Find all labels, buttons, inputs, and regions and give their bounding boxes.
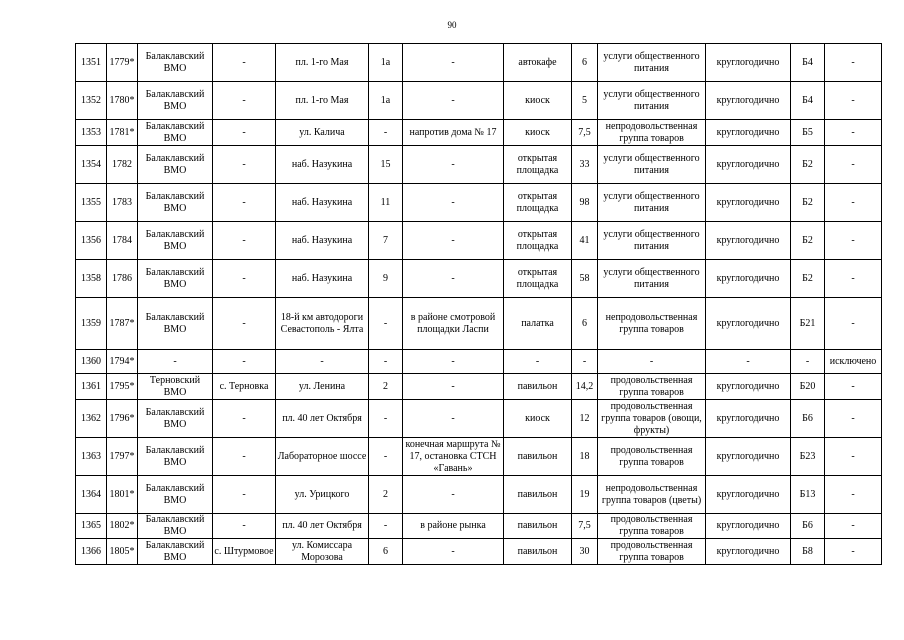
cell-object-number: 1784 (107, 222, 138, 260)
cell-settlement: - (213, 438, 276, 476)
cell-area: 58 (572, 260, 598, 298)
page-number: 90 (447, 20, 457, 30)
cell-district: Балаклавский ВМО (138, 82, 213, 120)
cell-district: Балаклавский ВМО (138, 514, 213, 539)
cell-object-number: 1805* (107, 539, 138, 565)
cell-area: 7,5 (572, 514, 598, 539)
table-row (76, 298, 882, 350)
cell-area: 19 (572, 476, 598, 514)
cell-specialization: продовольственная группа товаров (598, 514, 706, 539)
cell-street: наб. Назукина (276, 184, 369, 222)
cell-house-number: 15 (369, 146, 403, 184)
table-row (76, 260, 882, 298)
cell-street: ул. Калича (276, 120, 369, 146)
cell-object-type: киоск (504, 120, 572, 146)
cell-settlement: - (213, 260, 276, 298)
cell-operating-period: круглогодично (706, 298, 791, 350)
cell-object-type: киоск (504, 82, 572, 120)
cell-specialization: непродовольственная группа товаров (598, 298, 706, 350)
cell-note: - (825, 184, 882, 222)
cell-operating-period: круглогодично (706, 120, 791, 146)
cell-street: наб. Назукина (276, 260, 369, 298)
cell-operating-period: круглогодично (706, 222, 791, 260)
cell-object-type: - (504, 350, 572, 374)
cell-area: 30 (572, 539, 598, 565)
cell-row-number: 1352 (76, 82, 107, 120)
cell-object-type: павильон (504, 374, 572, 400)
cell-note: - (825, 120, 882, 146)
cell-specialization: услуги общественного питания (598, 146, 706, 184)
cell-landmark: - (403, 146, 504, 184)
cell-district: Балаклавский ВМО (138, 260, 213, 298)
cell-row-number: 1362 (76, 400, 107, 438)
cell-street: пл. 40 лет Октября (276, 514, 369, 539)
cell-row-number: 1365 (76, 514, 107, 539)
cell-settlement: - (213, 146, 276, 184)
cell-row-number: 1359 (76, 298, 107, 350)
cell-specialization: продовольственная группа товаров (598, 374, 706, 400)
cell-specialization: услуги общественного питания (598, 260, 706, 298)
cell-object-type: павильон (504, 476, 572, 514)
cell-object-type: открытая площадка (504, 222, 572, 260)
cell-specialization: продовольственная группа товаров (598, 539, 706, 565)
cell-settlement: - (213, 82, 276, 120)
cell-object-type: открытая площадка (504, 146, 572, 184)
cell-house-number: 2 (369, 374, 403, 400)
cell-street: пл. 40 лет Октября (276, 400, 369, 438)
cell-object-number: 1782 (107, 146, 138, 184)
cell-landmark: - (403, 476, 504, 514)
cell-settlement: - (213, 476, 276, 514)
cell-object-type: палатка (504, 298, 572, 350)
cell-area: 5 (572, 82, 598, 120)
cell-specialization: услуги общественного питания (598, 82, 706, 120)
cell-landmark: - (403, 539, 504, 565)
cell-scheme-reference: Б2 (791, 222, 825, 260)
cell-street: ул. Комиссара Морозова (276, 539, 369, 565)
cell-settlement: - (213, 222, 276, 260)
cell-object-number: 1796* (107, 400, 138, 438)
cell-area: 18 (572, 438, 598, 476)
cell-object-type: открытая площадка (504, 184, 572, 222)
cell-object-type: павильон (504, 438, 572, 476)
cell-area: 6 (572, 44, 598, 82)
cell-operating-period: круглогодично (706, 438, 791, 476)
cell-house-number: 6 (369, 539, 403, 565)
table-row (76, 400, 882, 438)
cell-area: - (572, 350, 598, 374)
cell-operating-period: круглогодично (706, 44, 791, 82)
cell-district: Балаклавский ВМО (138, 298, 213, 350)
cell-operating-period: круглогодично (706, 146, 791, 184)
cell-operating-period: круглогодично (706, 400, 791, 438)
cell-scheme-reference: Б8 (791, 539, 825, 565)
cell-settlement: - (213, 44, 276, 82)
cell-house-number: 1а (369, 82, 403, 120)
cell-object-number: 1794* (107, 350, 138, 374)
cell-note: - (825, 539, 882, 565)
cell-row-number: 1364 (76, 476, 107, 514)
cell-landmark: - (403, 44, 504, 82)
cell-scheme-reference: Б6 (791, 400, 825, 438)
cell-district: Балаклавский ВМО (138, 400, 213, 438)
cell-district: Терновский ВМО (138, 374, 213, 400)
cell-note: - (825, 82, 882, 120)
cell-street: пл. 1-го Мая (276, 82, 369, 120)
cell-district: - (138, 350, 213, 374)
cell-landmark: в районе рынка (403, 514, 504, 539)
cell-object-type: киоск (504, 400, 572, 438)
cell-landmark: - (403, 184, 504, 222)
cell-object-type: павильон (504, 539, 572, 565)
cell-district: Балаклавский ВМО (138, 476, 213, 514)
cell-operating-period: круглогодично (706, 184, 791, 222)
cell-settlement: - (213, 184, 276, 222)
cell-row-number: 1351 (76, 44, 107, 82)
cell-specialization: - (598, 350, 706, 374)
cell-object-number: 1783 (107, 184, 138, 222)
cell-scheme-reference: - (791, 350, 825, 374)
cell-operating-period: - (706, 350, 791, 374)
cell-specialization: услуги общественного питания (598, 222, 706, 260)
cell-landmark: - (403, 260, 504, 298)
cell-row-number: 1363 (76, 438, 107, 476)
cell-scheme-reference: Б2 (791, 260, 825, 298)
cell-note: - (825, 514, 882, 539)
cell-specialization: непродовольственная группа товаров (598, 120, 706, 146)
cell-street: 18-й км автодороги Севастополь - Ялта (276, 298, 369, 350)
cell-scheme-reference: Б6 (791, 514, 825, 539)
table-row (76, 82, 882, 120)
table-row (76, 438, 882, 476)
cell-landmark: - (403, 400, 504, 438)
cell-operating-period: круглогодично (706, 374, 791, 400)
cell-specialization: услуги общественного питания (598, 44, 706, 82)
cell-note: исключено (825, 350, 882, 374)
cell-scheme-reference: Б20 (791, 374, 825, 400)
cell-street: ул. Ленина (276, 374, 369, 400)
cell-scheme-reference: Б21 (791, 298, 825, 350)
cell-object-number: 1787* (107, 298, 138, 350)
cell-operating-period: круглогодично (706, 82, 791, 120)
table-row (76, 514, 882, 539)
cell-house-number: - (369, 438, 403, 476)
cell-landmark: напротив дома № 17 (403, 120, 504, 146)
table-row (76, 350, 882, 374)
cell-settlement: - (213, 298, 276, 350)
cell-area: 98 (572, 184, 598, 222)
table-row (76, 146, 882, 184)
cell-note: - (825, 476, 882, 514)
cell-specialization: продовольственная группа товаров (овощи, фрукты) (598, 400, 706, 438)
cell-house-number: 1а (369, 44, 403, 82)
cell-area: 12 (572, 400, 598, 438)
cell-row-number: 1358 (76, 260, 107, 298)
cell-specialization: услуги общественного питания (598, 184, 706, 222)
cell-house-number: - (369, 514, 403, 539)
cell-object-number: 1779* (107, 44, 138, 82)
cell-object-number: 1786 (107, 260, 138, 298)
cell-settlement: с. Штурмовое (213, 539, 276, 565)
cell-street: наб. Назукина (276, 222, 369, 260)
cell-scheme-reference: Б23 (791, 438, 825, 476)
cell-operating-period: круглогодично (706, 514, 791, 539)
cell-landmark: в районе смотровой площадки Ласпи (403, 298, 504, 350)
cell-object-number: 1781* (107, 120, 138, 146)
cell-street: пл. 1-го Мая (276, 44, 369, 82)
cell-district: Балаклавский ВМО (138, 44, 213, 82)
cell-row-number: 1366 (76, 539, 107, 565)
cell-landmark: конечная маршрута № 17, остановка СТСН «Гавань» (403, 438, 504, 476)
cell-house-number: 7 (369, 222, 403, 260)
cell-scheme-reference: Б4 (791, 44, 825, 82)
cell-row-number: 1356 (76, 222, 107, 260)
cell-note: - (825, 298, 882, 350)
cell-scheme-reference: Б2 (791, 146, 825, 184)
cell-landmark: - (403, 82, 504, 120)
cell-area: 41 (572, 222, 598, 260)
cell-operating-period: круглогодично (706, 476, 791, 514)
cell-row-number: 1354 (76, 146, 107, 184)
cell-row-number: 1361 (76, 374, 107, 400)
cell-district: Балаклавский ВМО (138, 184, 213, 222)
cell-scheme-reference: Б2 (791, 184, 825, 222)
cell-object-number: 1795* (107, 374, 138, 400)
cell-district: Балаклавский ВМО (138, 222, 213, 260)
table-row (76, 120, 882, 146)
cell-landmark: - (403, 222, 504, 260)
cell-street: - (276, 350, 369, 374)
cell-street: ул. Урицкого (276, 476, 369, 514)
cell-house-number: - (369, 400, 403, 438)
cell-district: Балаклавский ВМО (138, 120, 213, 146)
cell-object-type: автокафе (504, 44, 572, 82)
cell-house-number: 9 (369, 260, 403, 298)
cell-object-type: открытая площадка (504, 260, 572, 298)
cell-district: Балаклавский ВМО (138, 146, 213, 184)
cell-street: наб. Назукина (276, 146, 369, 184)
table-row (76, 539, 882, 565)
cell-note: - (825, 222, 882, 260)
cell-area: 14,2 (572, 374, 598, 400)
cell-house-number: - (369, 120, 403, 146)
cell-note: - (825, 438, 882, 476)
table-row (76, 222, 882, 260)
cell-settlement: - (213, 514, 276, 539)
table-row (76, 44, 882, 82)
cell-scheme-reference: Б4 (791, 82, 825, 120)
cell-operating-period: круглогодично (706, 539, 791, 565)
cell-settlement: с. Терновка (213, 374, 276, 400)
cell-note: - (825, 44, 882, 82)
cell-row-number: 1355 (76, 184, 107, 222)
table-row (76, 184, 882, 222)
cell-note: - (825, 374, 882, 400)
cell-specialization: продовольственная группа товаров (598, 438, 706, 476)
cell-scheme-reference: Б13 (791, 476, 825, 514)
cell-settlement: - (213, 350, 276, 374)
cell-district: Балаклавский ВМО (138, 438, 213, 476)
cell-object-number: 1801* (107, 476, 138, 514)
cell-house-number: - (369, 350, 403, 374)
cell-area: 33 (572, 146, 598, 184)
cell-house-number: 11 (369, 184, 403, 222)
cell-object-number: 1780* (107, 82, 138, 120)
cell-house-number: 2 (369, 476, 403, 514)
cell-house-number: - (369, 298, 403, 350)
cell-row-number: 1360 (76, 350, 107, 374)
cell-object-type: павильон (504, 514, 572, 539)
table-row (76, 374, 882, 400)
cell-settlement: - (213, 400, 276, 438)
cell-note: - (825, 146, 882, 184)
cell-area: 6 (572, 298, 598, 350)
cell-object-number: 1797* (107, 438, 138, 476)
cell-landmark: - (403, 350, 504, 374)
cell-scheme-reference: Б5 (791, 120, 825, 146)
cell-landmark: - (403, 374, 504, 400)
cell-note: - (825, 260, 882, 298)
cell-object-number: 1802* (107, 514, 138, 539)
cell-specialization: непродовольственная группа товаров (цветы) (598, 476, 706, 514)
cell-street: Лабораторное шоссе (276, 438, 369, 476)
table-row (76, 476, 882, 514)
cell-district: Балаклавский ВМО (138, 539, 213, 565)
cell-settlement: - (213, 120, 276, 146)
cell-operating-period: круглогодично (706, 260, 791, 298)
trade-objects-table (75, 43, 882, 565)
cell-area: 7,5 (572, 120, 598, 146)
cell-note: - (825, 400, 882, 438)
cell-row-number: 1353 (76, 120, 107, 146)
